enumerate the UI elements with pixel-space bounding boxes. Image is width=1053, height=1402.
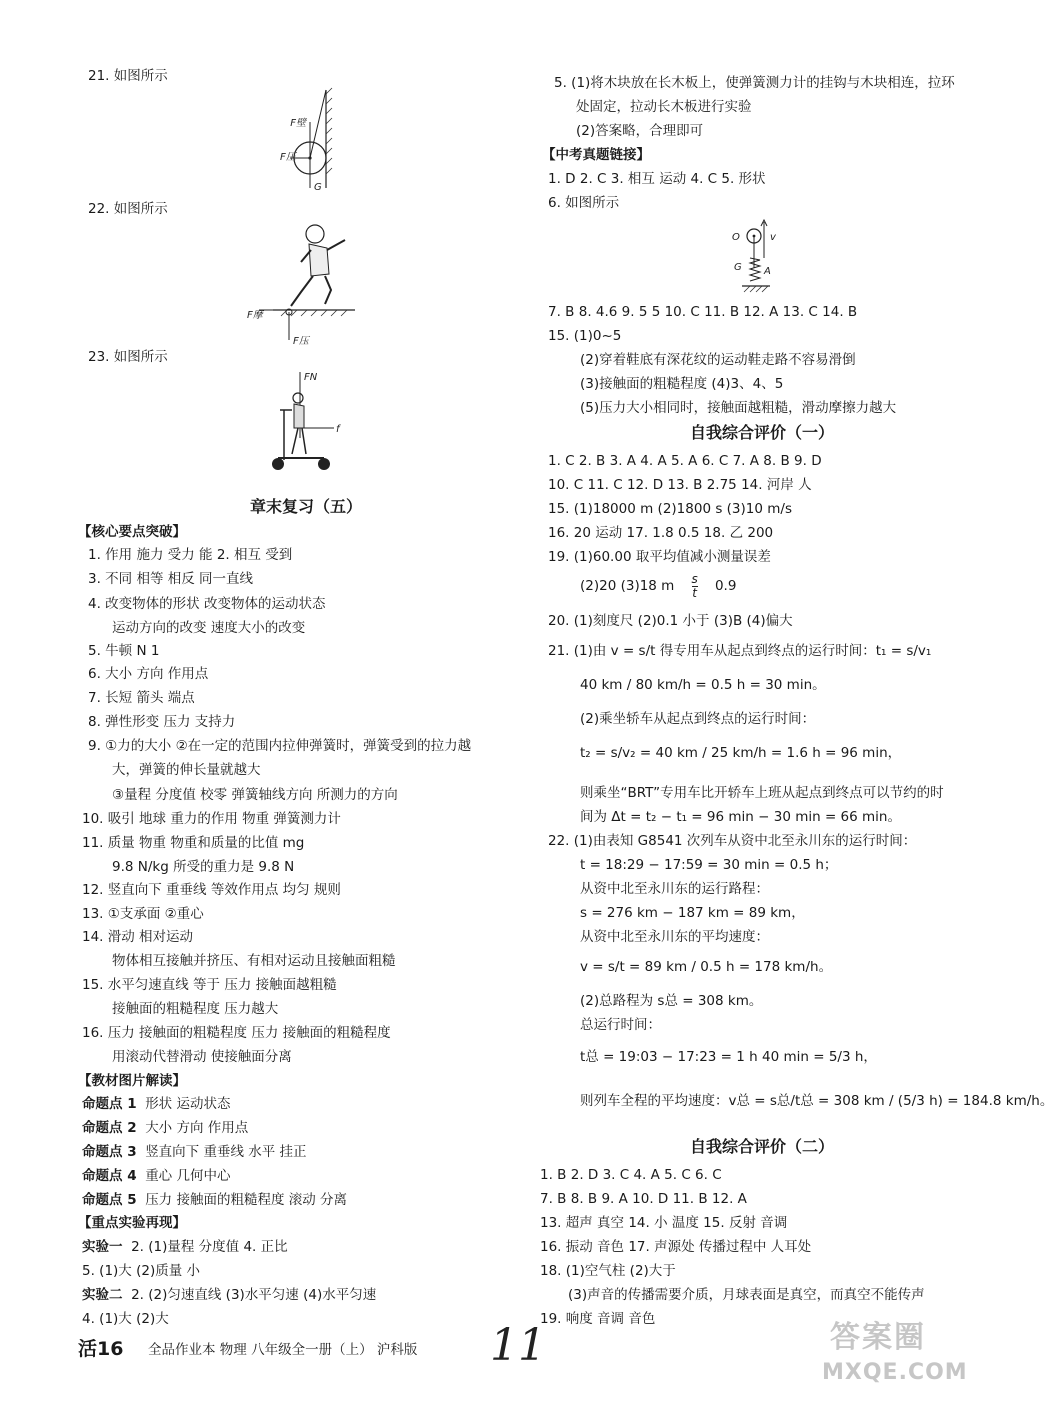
core-line: 11. 质量 物重 物重和质量的比值 mg	[82, 835, 305, 851]
q21-line: 则乘坐“BRT”专用车比开轿车上班从起点到终点可以节约的时	[580, 785, 944, 801]
q22-line: s = 276 km − 187 km = 89 km，	[580, 905, 805, 921]
label-f-pressure: F压	[280, 152, 296, 163]
q20-line: 20. (1)刻度尺 (2)0.1 小于 (3)B (4)偏大	[548, 613, 793, 629]
core-line: 9. ①力的大小 ②在一定的范围内拉伸弹簧时，弹簧受到的拉力越	[88, 738, 472, 754]
core-line: ③量程 分度值 校零 弹簧轴线方向 所测力的方向	[112, 787, 398, 803]
q21-line: 间为 Δt = t₂ − t₁ = 96 min − 30 min = 66 min。	[580, 809, 901, 825]
zk-line: (2)穿着鞋底有深花纹的运动鞋走路不容易滑倒	[580, 352, 856, 368]
eval1-line: 19. (1)60.00 取平均值减小测量误差	[548, 549, 771, 565]
q22-line: t = 18:29 − 17:59 = 30 min = 0.5 h；	[580, 857, 838, 873]
core-line: 用滚动代替滑动 使接触面分离	[112, 1049, 292, 1065]
top-line: (2)答案略，合理即可	[576, 123, 704, 139]
label-f-wall: F壁	[290, 118, 306, 129]
eval2-line: 19. 响度 音调 音色	[540, 1311, 656, 1327]
core-line: 9.8 N/kg 所受的重力是 9.8 N	[112, 859, 295, 875]
zk-head: 【中考真题链接】	[542, 147, 650, 163]
q22-line: t总 = 19:03 − 17:23 = 1 h 40 min = 5/3 h，	[580, 1049, 877, 1065]
exp-line: 实验一 2. (1)量程 分度值 4. 正比	[82, 1239, 288, 1255]
q22-line: 则列车全程的平均速度：v总 = s总/t总 = 308 km / (5/3 h) = 184.8 km/h。	[580, 1093, 1053, 1109]
handwritten-page-number: 11	[490, 1320, 546, 1371]
label-f-friction: F摩	[247, 310, 263, 321]
q22-line: 22. (1)由表知 G8541 次列车从资中北至永川东的运行时间：	[548, 833, 917, 849]
exp-line: 4. (1)大 (2)大	[82, 1311, 169, 1327]
top-line: 5. (1)将木块放在长木板上，使弹簧测力计的挂钩与木块相连，拉环	[554, 75, 955, 91]
item-23: 23. 如图所示	[88, 349, 168, 365]
q22-line: 从资中北至永川东的运行路程：	[580, 881, 769, 897]
eval2-title: 自我综合评价（二）	[690, 1137, 835, 1156]
book-title: 全品作业本 物理 八年级全一册（上） 沪科版	[148, 1342, 418, 1358]
pic-line: 命题点 1 形状 运动状态	[82, 1096, 231, 1112]
label-f-pressure-22: F压	[293, 336, 309, 347]
watermark-url: MXQE.COM	[822, 1360, 968, 1385]
core-line: 14. 滑动 相对运动	[82, 929, 194, 945]
pic-line: 命题点 5 压力 接触面的粗糙程度 滚动 分离	[82, 1192, 348, 1208]
q21-line: 40 km / 80 km/h = 0.5 h = 30 min。	[580, 677, 826, 693]
q22-line: 总运行时间：	[580, 1017, 661, 1033]
core-line: 1. 作用 施力 受力 能 2. 相互 受到	[88, 547, 293, 563]
eval1-line: 16. 20 运动 17. 1.8 0.5 18. 乙 200	[548, 525, 774, 541]
zk-line: 6. 如图所示	[548, 195, 620, 211]
q22-line: (2)总路程为 s总 = 308 km。	[580, 993, 763, 1009]
figure-6-spring-ball	[730, 218, 800, 296]
eval2-line: 18. (1)空气柱 (2)大于	[540, 1263, 676, 1279]
zk-line: (3)接触面的粗糙程度 (4)3、4、5	[580, 376, 784, 392]
top-line: 处固定，拉动长木板进行实验	[576, 99, 752, 115]
figure-22-runner	[245, 218, 355, 348]
core-line: 大，弹簧的伸长量就越大	[112, 762, 261, 778]
q19-part2: (2)20 (3)18 m $\frac{s}{t}$ 0.9	[580, 571, 737, 600]
label-g-6: G	[734, 262, 742, 273]
figure-23-scooter	[262, 368, 352, 478]
exp-line: 实验二 2. (2)匀速直线 (3)水平匀速 (4)水平匀速	[82, 1287, 377, 1303]
core-line: 7. 长短 箭头 端点	[88, 690, 195, 706]
eval1-line: 1. C 2. B 3. A 4. A 5. A 6. C 7. A 8. B 9. D	[548, 453, 822, 469]
q22-line: 从资中北至永川东的平均速度：	[580, 929, 769, 945]
q21-line: t₂ = s/v₂ = 40 km / 25 km/h = 1.6 h = 96 min，	[580, 745, 902, 761]
section-title-5: 章末复习（五）	[250, 497, 363, 516]
item-21: 21. 如图所示	[88, 68, 168, 84]
page-code: 活16	[78, 1338, 124, 1360]
exp-head: 【重点实验再现】	[78, 1215, 186, 1231]
pic-line: 命题点 2 大小 方向 作用点	[82, 1120, 249, 1136]
core-line: 接触面的粗糙程度 压力越大	[112, 1001, 279, 1017]
core-line: 8. 弹性形变 压力 支持力	[88, 714, 236, 730]
zk-line: 15. (1)0~5	[548, 328, 622, 344]
item-22: 22. 如图所示	[88, 201, 168, 217]
core-line: 12. 竖直向下 重垂线 等效作用点 均匀 规则	[82, 882, 341, 898]
zk-line: 7. B 8. 4.6 9. 5 5 10. C 11. B 12. A 13. C 14. B	[548, 304, 858, 320]
exp-line: 5. (1)大 (2)质量 小	[82, 1263, 200, 1279]
zk-line: 1. D 2. C 3. 相互 运动 4. C 5. 形状	[548, 171, 766, 187]
core-line: 运动方向的改变 速度大小的改变	[112, 620, 306, 636]
zk-line: (5)压力大小相同时，接触面越粗糙，滑动摩擦力越大	[580, 400, 897, 416]
core-line: 物体相互接触并挤压、有相对运动且接触面粗糙	[112, 953, 396, 969]
core-line: 3. 不同 相等 相反 同一直线	[88, 571, 254, 587]
q21-line: (2)乘坐轿车从起点到终点的运行时间：	[580, 711, 816, 727]
core-line: 15. 水平匀速直线 等于 压力 接触面越粗糙	[82, 977, 337, 993]
eval2-line: 7. B 8. B 9. A 10. D 11. B 12. A	[540, 1191, 747, 1207]
pic-head: 【教材图片解读】	[78, 1073, 186, 1089]
pic-line: 命题点 3 竖直向下 重垂线 水平 挂正	[82, 1144, 307, 1160]
core-line: 10. 吸引 地球 重力的作用 物重 弹簧测力计	[82, 811, 341, 827]
core-line: 6. 大小 方向 作用点	[88, 666, 209, 682]
label-a: A	[764, 266, 771, 277]
eval2-line: 16. 振动 音色 17. 声源处 传播过程中 人耳处	[540, 1239, 812, 1255]
eval2-line: (3)声音的传播需要介质，月球表面是真空，而真空不能传声	[568, 1287, 925, 1303]
label-fn: FN	[304, 372, 318, 383]
core-line: 5. 牛顿 N 1	[88, 643, 160, 659]
q21-line: 21. (1)由 v = s/t 得专用车从起点到终点的运行时间：t₁ = s/v₁	[548, 643, 932, 659]
core-line: 4. 改变物体的形状 改变物体的运动状态	[88, 596, 326, 612]
core-head: 【核心要点突破】	[78, 524, 186, 540]
pic-line: 命题点 4 重心 几何中心	[82, 1168, 231, 1184]
eval2-line: 1. B 2. D 3. C 4. A 5. C 6. C	[540, 1167, 722, 1183]
figure-21-ball-wall	[270, 88, 350, 194]
watermark-logo: 答案圈	[830, 1320, 926, 1355]
eval1-line: 10. C 11. C 12. D 13. B 2.75 14. 河岸 人	[548, 477, 812, 493]
q22-line: v = s/t = 89 km / 0.5 h = 178 km/h。	[580, 959, 833, 975]
label-o: O	[732, 232, 740, 243]
core-line: 13. ①支承面 ②重心	[82, 906, 204, 922]
label-f: f	[336, 424, 340, 435]
label-g: G	[314, 182, 322, 193]
eval1-title: 自我综合评价（一）	[690, 423, 835, 442]
core-line: 16. 压力 接触面的粗糙程度 压力 接触面的粗糙程度	[82, 1025, 391, 1041]
label-v: v	[770, 232, 776, 243]
eval2-line: 13. 超声 真空 14. 小 温度 15. 反射 音调	[540, 1215, 788, 1231]
eval1-line: 15. (1)18000 m (2)1800 s (3)10 m/s	[548, 501, 792, 517]
